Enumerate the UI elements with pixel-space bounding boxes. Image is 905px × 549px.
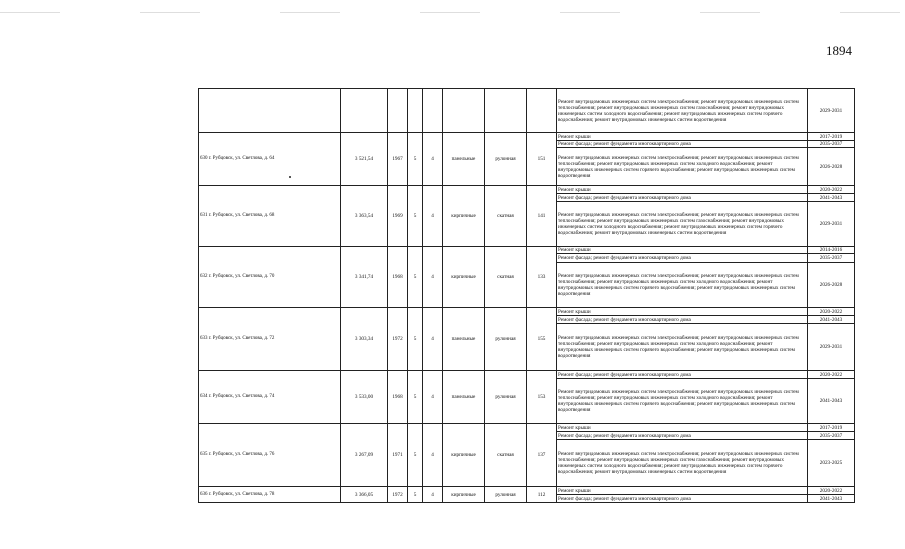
work-type-cell: Ремонт фасада; ремонт фундамента многоквартирного дома xyxy=(557,495,808,503)
work-type-cell: Ремонт крыши xyxy=(557,308,808,316)
work-type-cell: Ремонт крыши xyxy=(557,424,808,432)
work-type-cell: Ремонт фасада; ремонт фундамента многоквартирного дома xyxy=(557,432,808,440)
year-cell: 1967 xyxy=(388,133,408,186)
repair-schedule-table xyxy=(198,88,855,503)
address-cell: 632 г. Рубцовск, ул. Светлова, д. 70 xyxy=(199,247,341,308)
table-row xyxy=(199,133,855,141)
address-cell: 631 г. Рубцовск, ул. Светлова, д. 68 xyxy=(199,186,341,247)
address-cell: 633 г. Рубцовск, ул. Светлова, д. 72 xyxy=(199,308,341,371)
roof-type-cell: скатная xyxy=(485,186,527,247)
period-cell: 2020-2022 xyxy=(808,487,855,495)
table-row xyxy=(199,371,855,379)
table-row xyxy=(199,424,855,432)
period-cell: 2035-2037 xyxy=(808,254,855,263)
work-type-cell: Ремонт внутридомовых инженерных систем электроснабжения; ремонт внутридомовых инженерных систем теплоснабжения; ремонт внутридомовых инженерных систем газоснабжения; ремонт внутридомовых инженерных систем холодного водоснабжения; ремонт внутридомовых инженерных систем горячего водоснабжения; ремонт внутридомовых инженерных систем водоотведения xyxy=(557,89,808,133)
period-cell: 2035-2037 xyxy=(808,432,855,440)
period-cell: 2017-2019 xyxy=(808,133,855,141)
address-cell: 634 г. Рубцовск, ул. Светлова, д. 74 xyxy=(199,371,341,424)
roof-type-cell: рулонная xyxy=(485,371,527,424)
table-row xyxy=(199,247,855,254)
address-cell xyxy=(199,89,341,133)
period-cell: 2026-2028 xyxy=(808,263,855,308)
floors-cell: 5 xyxy=(408,424,423,487)
wall-material-cell: кирпичные xyxy=(443,424,485,487)
table-row xyxy=(199,186,855,194)
year-cell: 1971 xyxy=(388,424,408,487)
floors-cell: 5 xyxy=(408,186,423,247)
work-type-cell: Ремонт крыши xyxy=(557,186,808,194)
work-type-cell: Ремонт крыши xyxy=(557,487,808,495)
table-row xyxy=(199,487,855,495)
period-cell: 2035-2037 xyxy=(808,141,855,148)
entrances-cell: 4 xyxy=(423,247,443,308)
period-cell: 2026-2028 xyxy=(808,148,855,186)
wall-material-cell: кирпичные xyxy=(443,247,485,308)
work-type-cell: Ремонт фасада; ремонт фундамента многоквартирного дома xyxy=(557,141,808,148)
floors-cell: 5 xyxy=(408,371,423,424)
roof-type-cell: скатная xyxy=(485,424,527,487)
wall-material-cell: панельные xyxy=(443,371,485,424)
entrances-cell xyxy=(423,89,443,133)
area-cell: 3 341,74 xyxy=(341,247,388,308)
apartments-cell xyxy=(527,89,557,133)
page-number: 1894 xyxy=(826,43,852,58)
work-type-cell: Ремонт внутридомовых инженерных систем электроснабжения; ремонт внутридомовых инженерных систем теплоснабжения; ремонт внутридомовых инженерных систем холодного водоснабжения; ремонт внутридомовых инженерных систем горячего водоснабжения; ремонт внутридомовых инженерных систем водоотведения xyxy=(557,324,808,371)
work-type-cell: Ремонт внутридомовых инженерных систем электроснабжения; ремонт внутридомовых инженерных систем теплоснабжения; ремонт внутридомовых инженерных систем газоснабжения; ремонт внутридомовых инженерных систем холодного водоснабжения; ремонт внутридомовых инженерных систем горячего водоснабжения; ремонт внутридомовых инженерных систем водоотведения xyxy=(557,202,808,247)
area-cell: 3 521,54 xyxy=(341,133,388,186)
table-row xyxy=(199,308,855,316)
wall-material-cell: кирпичные xyxy=(443,487,485,503)
period-cell: 2017-2019 xyxy=(808,424,855,432)
apartments-cell: 112 xyxy=(527,487,557,503)
period-cell: 2023-2025 xyxy=(808,440,855,487)
apartments-cell: 141 xyxy=(527,186,557,247)
work-type-cell: Ремонт внутридомовых инженерных систем электроснабжения; ремонт внутридомовых инженерных систем теплоснабжения; ремонт внутридомовых инженерных систем холодного водоснабжения; ремонт внутридомовых инженерных систем горячего водоснабжения; ремонт внутридомовых инженерных систем водоотведения xyxy=(557,148,808,186)
floors-cell: 5 xyxy=(408,247,423,308)
apartments-cell: 133 xyxy=(527,247,557,308)
period-cell: 2041-2043 xyxy=(808,379,855,424)
entrances-cell: 4 xyxy=(423,133,443,186)
area-cell: 3 533,00 xyxy=(341,371,388,424)
work-type-cell: Ремонт фасада; ремонт фундамента многоквартирного дома xyxy=(557,194,808,202)
wall-material-cell: кирпичные xyxy=(443,186,485,247)
area-cell xyxy=(341,89,388,133)
period-cell: 2029-2031 xyxy=(808,324,855,371)
year-cell: 1969 xyxy=(388,186,408,247)
year-cell: 1972 xyxy=(388,487,408,503)
period-cell: 2041-2043 xyxy=(808,495,855,503)
address-cell: 635 г. Рубцовск, ул. Светлова, д. 76 xyxy=(199,424,341,487)
work-type-cell: Ремонт крыши xyxy=(557,133,808,141)
area-cell: 3 267,09 xyxy=(341,424,388,487)
apartments-cell: 137 xyxy=(527,424,557,487)
wall-material-cell xyxy=(443,89,485,133)
entrances-cell: 4 xyxy=(423,371,443,424)
period-cell: 2014-2016 xyxy=(808,247,855,254)
year-cell: 1968 xyxy=(388,371,408,424)
work-type-cell: Ремонт фасада; ремонт фундамента многоквартирного дома xyxy=(557,371,808,379)
work-type-cell: Ремонт фасада; ремонт фундамента многоквартирного дома xyxy=(557,316,808,324)
roof-type-cell: рулонная xyxy=(485,308,527,371)
roof-type-cell: рулонная xyxy=(485,487,527,503)
work-type-cell: Ремонт внутридомовых инженерных систем электроснабжения; ремонт внутридомовых инженерных систем теплоснабжения; ремонт внутридомовых инженерных систем холодного водоснабжения; ремонт внутридомовых инженерных систем горячего водоснабжения; ремонт внутридомовых инженерных систем водоотведения xyxy=(557,263,808,308)
apartments-cell: 151 xyxy=(527,133,557,186)
work-type-cell: Ремонт крыши xyxy=(557,247,808,254)
address-cell: 636 г. Рубцовск, ул. Светлова, д. 78 xyxy=(199,487,341,503)
floors-cell: 5 xyxy=(408,133,423,186)
entrances-cell: 4 xyxy=(423,424,443,487)
area-cell: 3 363,54 xyxy=(341,186,388,247)
area-cell: 3 303,34 xyxy=(341,308,388,371)
area-cell: 3 366,05 xyxy=(341,487,388,503)
period-cell: 2020-2022 xyxy=(808,186,855,194)
period-cell: 2020-2022 xyxy=(808,371,855,379)
period-cell: 2029-2031 xyxy=(808,89,855,133)
scan-top-edge xyxy=(0,12,905,13)
work-type-cell: Ремонт внутридомовых инженерных систем электроснабжения; ремонт внутридомовых инженерных систем теплоснабжения; ремонт внутридомовых инженерных систем газоснабжения; ремонт внутридомовых инженерных систем холодного водоснабжения; ремонт внутридомовых инженерных систем горячего водоснабжения; ремонт внутридомовых инженерных систем водоотведения xyxy=(557,440,808,487)
roof-type-cell: скатная xyxy=(485,247,527,308)
year-cell xyxy=(388,89,408,133)
floors-cell: 5 xyxy=(408,308,423,371)
entrances-cell: 4 xyxy=(423,308,443,371)
entrances-cell: 4 xyxy=(423,186,443,247)
work-type-cell: Ремонт внутридомовых инженерных систем электроснабжения; ремонт внутридомовых инженерных систем теплоснабжения; ремонт внутридомовых инженерных систем холодного водоснабжения; ремонт внутридомовых инженерных систем горячего водоснабжения; ремонт внутридомовых инженерных систем водоотведения xyxy=(557,379,808,424)
period-cell: 2041-2043 xyxy=(808,194,855,202)
year-cell: 1968 xyxy=(388,247,408,308)
apartments-cell: 153 xyxy=(527,371,557,424)
period-cell: 2041-2043 xyxy=(808,316,855,324)
roof-type-cell xyxy=(485,89,527,133)
period-cell: 2029-2031 xyxy=(808,202,855,247)
floors-cell xyxy=(408,89,423,133)
floors-cell: 5 xyxy=(408,487,423,503)
address-cell: 630 г. Рубцовск, ул. Светлова, д. 64 xyxy=(199,133,341,186)
period-cell: 2020-2022 xyxy=(808,308,855,316)
table-row xyxy=(199,89,855,133)
year-cell: 1972 xyxy=(388,308,408,371)
roof-type-cell: рулонная xyxy=(485,133,527,186)
work-type-cell: Ремонт фасада; ремонт фундамента многоквартирного дома xyxy=(557,254,808,263)
wall-material-cell: панельные xyxy=(443,308,485,371)
wall-material-cell: панельные xyxy=(443,133,485,186)
apartments-cell: 155 xyxy=(527,308,557,371)
entrances-cell: 4 xyxy=(423,487,443,503)
